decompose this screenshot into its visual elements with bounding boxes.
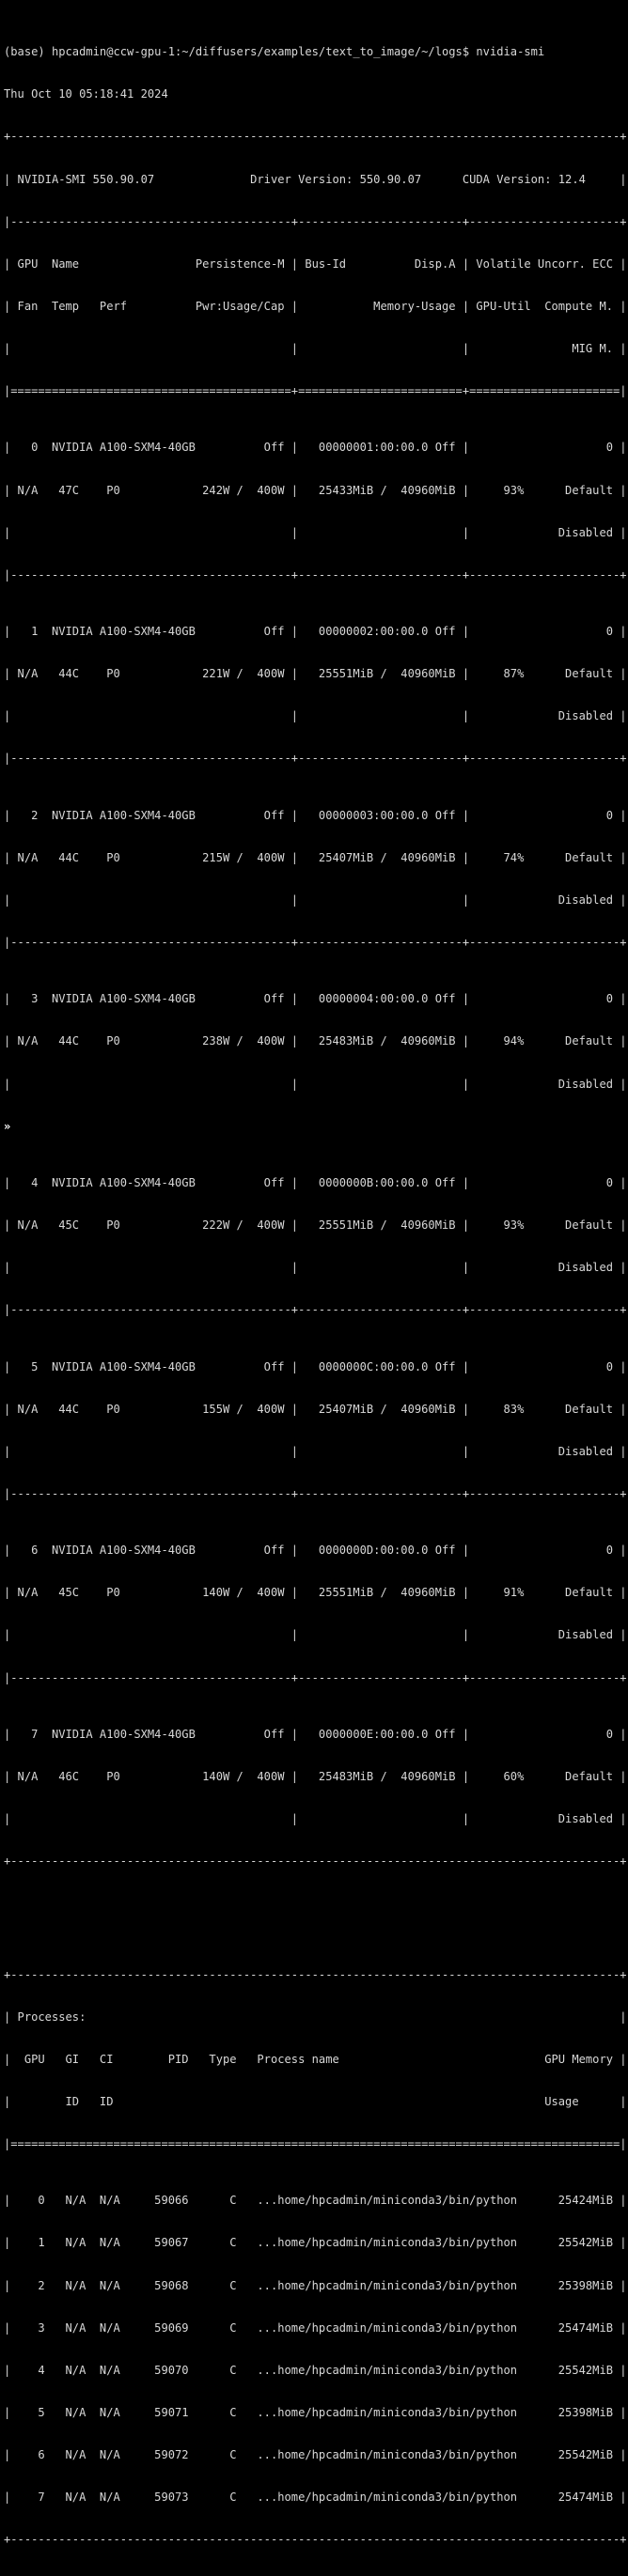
gpu-row-3-line-3: | | | Disabled | <box>4 1077 627 1091</box>
processes-border-top: +-----------------------------------------------------------------------------------------+ <box>4 1967 627 1981</box>
smi-version-header: | NVIDIA-SMI 550.90.07 Driver Version: 550.90.07 CUDA Version: 12.4 | <box>4 172 627 186</box>
column-header-row-1: | GPU Name Persistence-M | Bus-Id Disp.A | Volatile Uncorr. ECC | <box>4 256 627 271</box>
gpu-row-0-line-3: | | | Disabled | <box>4 525 627 539</box>
gpu-row-2-line-2: | N/A 44C P0 215W / 400W | 25407MiB / 40960MiB | 74% Default | <box>4 850 627 864</box>
processes-column-header-2: | ID ID Usage | <box>4 2094 627 2108</box>
processes-column-header-1: | GPU GI CI PID Type Process name GPU Memory | <box>4 2052 627 2066</box>
gpu-row-0-line-2: | N/A 47C P0 242W / 400W | 25433MiB / 40960MiB | 93% Default | <box>4 483 627 497</box>
gpu-row-separator-5: |-----------------------------------------+------------------------+----------------------+ <box>4 1486 627 1500</box>
process-row: | 3 N/A N/A 59069 C ...home/hpcadmin/miniconda3/bin/python 25474MiB | <box>4 2320 627 2335</box>
process-row: | 0 N/A N/A 59066 C ...home/hpcadmin/miniconda3/bin/python 25424MiB | <box>4 2194 627 2208</box>
processes-title: | Processes: | <box>4 2010 627 2024</box>
column-header-row-2: | Fan Temp Perf Pwr:Usage/Cap | Memory-Usage | GPU-Util Compute M. | <box>4 299 627 313</box>
gpu-row-3-line-1: | 3 NVIDIA A100-SXM4-40GB Off | 00000004:00:00.0 Off | 0 | <box>4 992 627 1006</box>
gpu-row-7-line-1: | 7 NVIDIA A100-SXM4-40GB Off | 0000000E:00:00.0 Off | 0 | <box>4 1727 627 1741</box>
gpu-row-5-line-3: | | | Disabled | <box>4 1444 627 1458</box>
gpu-row-separator-4: |-----------------------------------------+------------------------+----------------------+ <box>4 1303 627 1317</box>
process-row: | 5 N/A N/A 59071 C ...home/hpcadmin/miniconda3/bin/python 25398MiB | <box>4 2405 627 2419</box>
gpu-row-7-line-2: | N/A 46C P0 140W / 400W | 25483MiB / 40960MiB | 60% Default | <box>4 1769 627 1783</box>
gpu-row-5-line-1: | 5 NVIDIA A100-SXM4-40GB Off | 0000000C:00:00.0 Off | 0 | <box>4 1359 627 1373</box>
gpu-row-1-line-1: | 1 NVIDIA A100-SXM4-40GB Off | 00000002:00:00.0 Off | 0 | <box>4 625 627 639</box>
gpu-row-4-line-2: | N/A 45C P0 222W / 400W | 25551MiB / 40960MiB | 93% Default | <box>4 1218 627 1233</box>
shell-prompt-line: (base) hpcadmin@ccw-gpu-1:~/diffusers/examples/text_to_image/~/logs$ nvidia-smi <box>4 45 545 59</box>
scroll-marker-icon: » <box>4 1119 11 1133</box>
process-row: | 6 N/A N/A 59072 C ...home/hpcadmin/miniconda3/bin/python 25542MiB | <box>4 2448 627 2462</box>
gpu-row-separator-2: |-----------------------------------------+------------------------+----------------------+ <box>4 936 627 950</box>
process-row: | 4 N/A N/A 59070 C ...home/hpcadmin/miniconda3/bin/python 25542MiB | <box>4 2363 627 2377</box>
gpu-row-2-line-3: | | | Disabled | <box>4 892 627 907</box>
processes-separator-equals: |=========================================================================================| <box>4 2137 627 2151</box>
gpu-row-6-line-1: | 6 NVIDIA A100-SXM4-40GB Off | 0000000D:00:00.0 Off | 0 | <box>4 1544 627 1558</box>
gpu-row-4-line-1: | 4 NVIDIA A100-SXM4-40GB Off | 0000000B:00:00.0 Off | 0 | <box>4 1175 627 1189</box>
process-row: | 2 N/A N/A 59068 C ...home/hpcadmin/miniconda3/bin/python 25398MiB | <box>4 2278 627 2292</box>
gpu-row-7-line-3: | | | Disabled | <box>4 1812 627 1825</box>
spacer-line <box>4 1911 624 1925</box>
gpu-row-3-line-2: | N/A 44C P0 238W / 400W | 25483MiB / 40960MiB | 94% Default | <box>4 1034 627 1048</box>
table-separator-dash-1: |-----------------------------------------+------------------------+----------------------+ <box>4 214 627 228</box>
date-line: Thu Oct 10 05:18:41 2024 <box>4 87 168 101</box>
gpu-row-5-line-2: | N/A 44C P0 155W / 400W | 25407MiB / 40960MiB | 83% Default | <box>4 1402 627 1416</box>
gpu-row-separator-6: |-----------------------------------------+------------------------+----------------------+ <box>4 1670 627 1684</box>
column-header-row-3: | | | MIG M. | <box>4 342 627 356</box>
gpu-row-1-line-3: | | | Disabled | <box>4 709 627 723</box>
table-border-top: +-----------------------------------------------------------------------------------------+ <box>4 130 627 144</box>
gpu-row-2-line-1: | 2 NVIDIA A100-SXM4-40GB Off | 00000003:00:00.0 Off | 0 | <box>4 808 627 822</box>
gpu-row-6-line-3: | | | Disabled | <box>4 1628 627 1642</box>
process-row: | 1 N/A N/A 59067 C ...home/hpcadmin/miniconda3/bin/python 25542MiB | <box>4 2236 627 2250</box>
gpu-row-4-line-3: | | | Disabled | <box>4 1261 627 1275</box>
gpu-row-separator-1: |-----------------------------------------+------------------------+----------------------+ <box>4 752 627 766</box>
gpu-row-6-line-2: | N/A 45C P0 140W / 400W | 25551MiB / 40960MiB | 91% Default | <box>4 1586 627 1600</box>
gpu-row-0-line-1: | 0 NVIDIA A100-SXM4-40GB Off | 00000001:00:00.0 Off | 0 | <box>4 441 627 455</box>
gpu-row-separator-3 <box>4 1120 624 1134</box>
table-separator-equals: |=========================================+========================+======================| <box>4 384 627 398</box>
table-border-bottom: +-----------------------------------------------------------------------------------------+ <box>4 1854 627 1869</box>
gpu-row-1-line-2: | N/A 44C P0 221W / 400W | 25551MiB / 40960MiB | 87% Default | <box>4 667 627 681</box>
gpu-row-separator-0: |-----------------------------------------+------------------------+----------------------+ <box>4 567 627 582</box>
process-row: | 7 N/A N/A 59073 C ...home/hpcadmin/miniconda3/bin/python 25474MiB | <box>4 2491 627 2505</box>
processes-border-bottom: +-----------------------------------------------------------------------------------------+ <box>4 2533 627 2547</box>
